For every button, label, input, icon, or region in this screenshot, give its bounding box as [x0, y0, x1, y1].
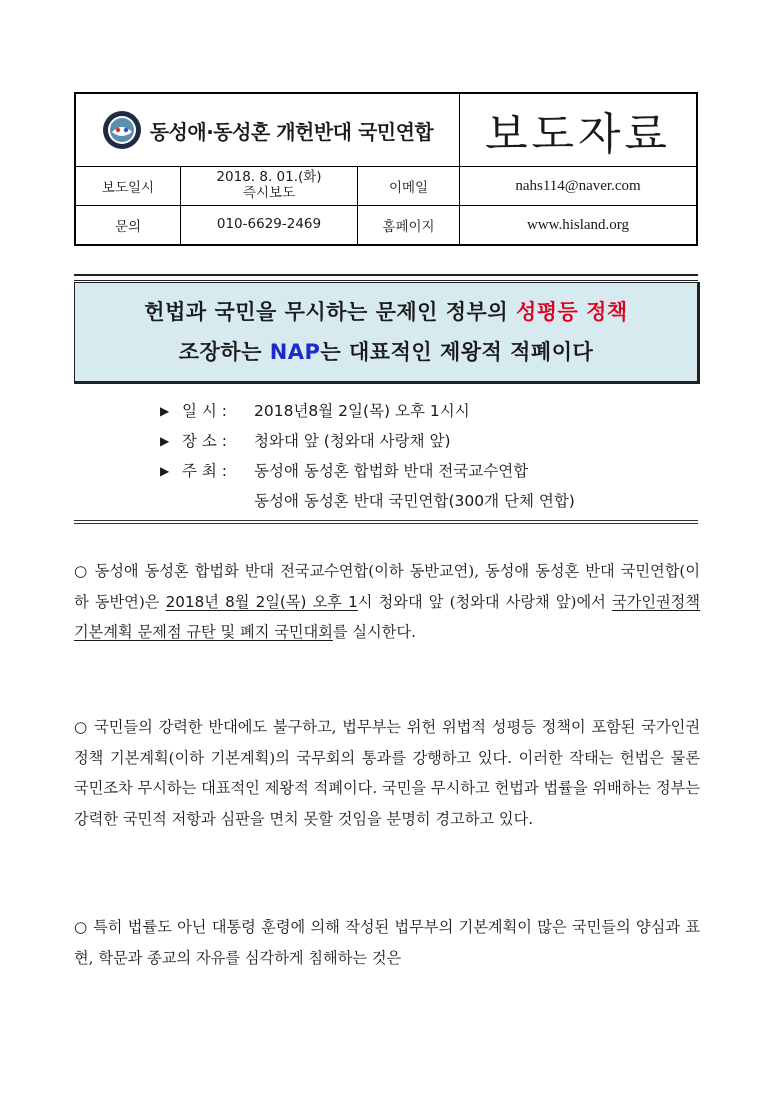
p1-text-a: ○ 동성애 동성혼 합법화 반대 전국교수연합(이하 동반교연), 동성애 동성혼 반대 국민연합(이하 동반연)은 — [74, 562, 700, 611]
headline-line-1 — [144, 292, 627, 332]
release-date-value — [181, 167, 358, 205]
header-row-contact — [76, 206, 696, 244]
paragraph-3: ○ 특히 법률도 아닌 대통령 훈령에 의해 작성된 법무부의 기본계획이 많은 국민들의 양심과 표현, 학문과 종교의 자유를 심각하게 침해하는 것은 — [74, 918, 700, 967]
event-date-value: 2018년8월 2일(목) 오후 1시시 — [254, 402, 470, 420]
org-name: 동성애·동성혼 개헌반대 국민연합 — [149, 119, 434, 144]
label-contact: 문의 — [76, 206, 181, 244]
event-host-value-1: 동성애 동성혼 합법화 반대 전국교수연합 — [254, 462, 529, 480]
paragraph-2: ○ 국민들의 강력한 반대에도 불구하고, 법무부는 위헌 위법적 성평등 정책이 포함된 국가인권정책 기본계획(이하 기본계획)의 국무회의 통과를 강행하고 있다. 이러한 작태는 헌법은 물론 국민조차 무시하는 대표적인 제왕적 적폐이다. 국민을 무시하고 헌법과 법률을 위배하는 정부는 강력한 국민적 저항과 심판을 면치 못할 것임을 분명히 경고하고 있다. — [74, 718, 700, 828]
p1-underlined-event: 국가인권정책 기본계획 문제점 규탄 및 폐지 국민대회 — [74, 592, 701, 641]
org-logo-icon — [102, 110, 142, 150]
event-host-row — [160, 456, 575, 486]
event-date-label: 일 시 : — [182, 402, 228, 420]
bullet-triangle-icon: ▶ — [160, 464, 170, 478]
bullet-triangle-icon: ▶ — [160, 404, 170, 418]
event-place-value: 청와대 앞 (청와대 사랑채 앞) — [254, 432, 451, 450]
event-host-label: 주 최 : — [182, 462, 228, 480]
headline-2-text: 조장하는 — [178, 340, 270, 364]
header-row-date — [76, 167, 696, 206]
org-cell — [76, 94, 460, 166]
p1-underlined-date: 2018년 8월 2일(목) 오후 1 — [165, 592, 358, 611]
headline-box — [74, 282, 700, 384]
event-host-row-2 — [160, 486, 575, 516]
email-value[interactable]: nahs114@naver.com — [515, 177, 641, 194]
event-info — [160, 396, 575, 516]
headline-1-text: 헌법과 국민을 무시하는 문제인 정부의 — [144, 300, 516, 324]
event-host-value-2: 동성애 동성혼 반대 국민연합(300개 단체 연합) — [254, 492, 575, 510]
headline-2-suffix: 는 대표적인 제왕적 적폐이다 — [320, 340, 594, 364]
p1-text-c: 를 실시한다. — [332, 623, 416, 641]
event-date-row — [160, 396, 575, 426]
label-release-date: 보도일시 — [76, 167, 181, 205]
homepage-link[interactable]: www.hisland.org — [526, 216, 630, 233]
headline-line-2 — [179, 332, 594, 372]
contact-phone: 010-6629-2469 — [181, 206, 358, 244]
section-divider — [74, 520, 698, 524]
press-header-table — [74, 92, 698, 246]
title-top-rule — [74, 274, 698, 281]
doc-type-title: 보도자료 — [484, 109, 671, 160]
headline-2-highlight: NAP — [269, 340, 321, 364]
bullet-triangle-icon: ▶ — [160, 434, 170, 448]
event-place-label: 장 소 : — [182, 432, 228, 450]
event-place-row — [160, 426, 575, 456]
label-email: 이메일 — [358, 167, 460, 205]
header-top-row — [76, 94, 696, 167]
release-date: 2018. 8. 01.(화) — [216, 169, 322, 186]
label-homepage: 홈페이지 — [358, 206, 460, 244]
p1-text-b: 시 청와대 앞 (청와대 사랑채 앞)에서 — [357, 592, 612, 611]
headline-1-highlight: 성평등 정책 — [515, 300, 628, 324]
paragraph-1 — [74, 556, 700, 648]
release-timing: 즉시보도 — [242, 185, 296, 201]
